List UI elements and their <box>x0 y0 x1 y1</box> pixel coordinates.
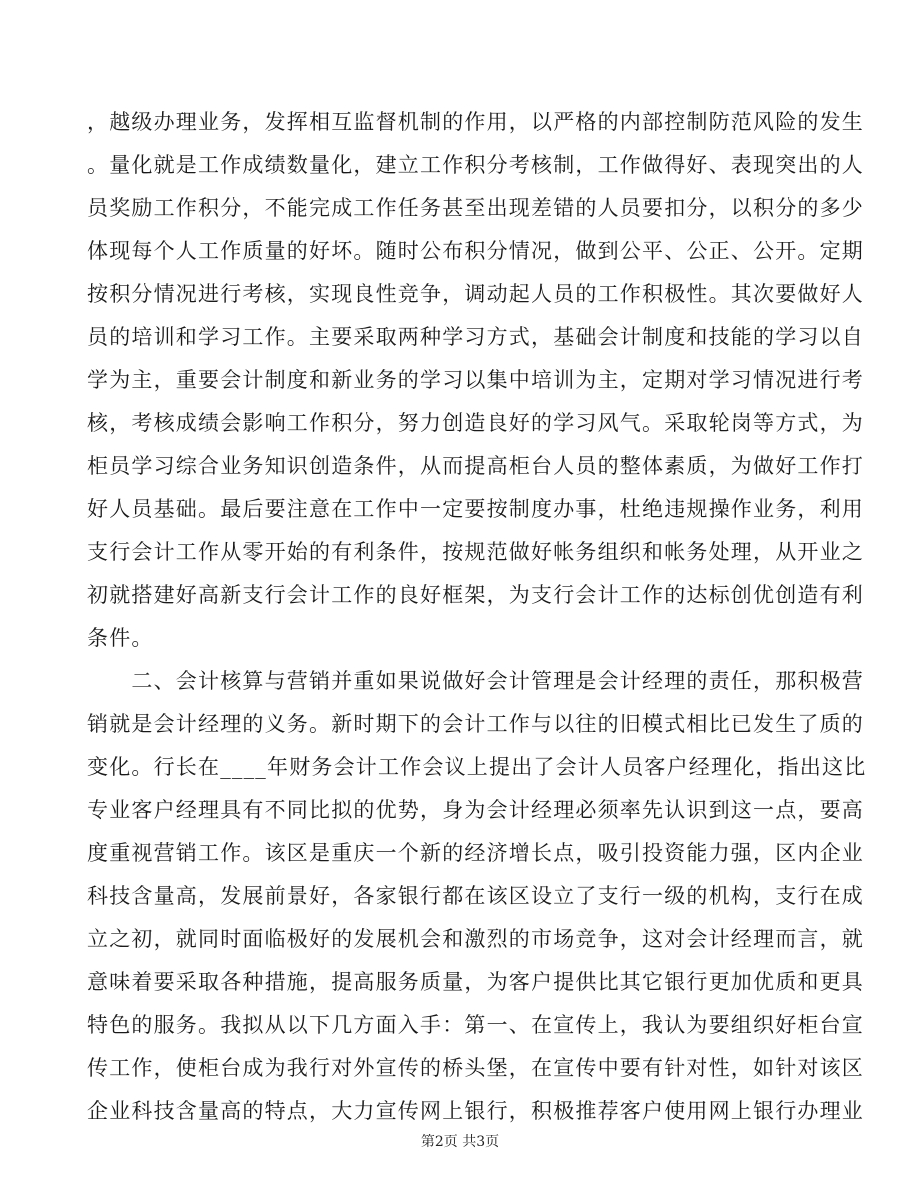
text-line: 初就搭建好高新支行会计工作的良好框架，为支行会计工作的达标创优创造有利 <box>87 583 864 607</box>
text-line: 。量化就是工作成绩数量化，建立工作积分考核制，工作做得好、表现突出的人 <box>87 153 864 177</box>
paragraph-heading-line: 二、会计核算与营销并重如果说做好会计管理是会计经理的责任，那积极营 <box>87 669 864 693</box>
text-line: 度重视营销工作。该区是重庆一个新的经济增长点，吸引投资能力强，区内企业 <box>87 841 864 865</box>
page-number-footer: 第2页 共3页 <box>420 1134 500 1150</box>
text-line: 专业客户经理具有不同比拟的优势，身为会计经理必须率先认识到这一点，要高 <box>87 798 864 822</box>
text-line: 员的培训和学习工作。主要采取两种学习方式，基础会计制度和技能的学习以自 <box>87 325 864 349</box>
text-line: 员奖励工作积分，不能完成工作任务甚至出现差错的人员要扣分，以积分的多少 <box>87 196 864 220</box>
text-line: 好人员基础。最后要注意在工作中一定要按制度办事，杜绝违规操作业务，利用 <box>87 497 864 521</box>
text-line: 变化。行长在____年财务会计工作会议上提出了会计人员客户经理化，指出这比 <box>87 755 867 779</box>
text-line: 柜员学习综合业务知识创造条件，从而提高柜台人员的整体素质，为做好工作打 <box>87 454 864 478</box>
text-line: 核，考核成绩会影响工作积分，努力创造良好的学习风气。采取轮岗等方式，为 <box>87 411 864 435</box>
text-line: ，越级办理业务，发挥相互监督机制的作用，以严格的内部控制防范风险的发生 <box>87 110 864 134</box>
text-line: 销就是会计经理的义务。新时期下的会计工作与以往的旧模式相比已发生了质的 <box>87 712 864 736</box>
text-line: 按积分情况进行考核，实现良性竞争，调动起人员的工作积极性。其次要做好人 <box>87 282 864 306</box>
text-line: 企业科技含量高的特点，大力宣传网上银行，积极推荐客户使用网上银行办理业 <box>87 1099 864 1123</box>
text-line: 条件。 <box>87 626 154 650</box>
text-line: 意味着要采取各种措施，提高服务质量，为客户提供比其它银行更加优质和更具 <box>87 970 864 994</box>
text-line: 科技含量高，发展前景好，各家银行都在该区设立了支行一级的机构，支行在成 <box>87 884 864 908</box>
text-line: 立之初，就同时面临极好的发展机会和激烈的市场竞争，这对会计经理而言，就 <box>87 927 864 951</box>
text-line: 体现每个人工作质量的好坏。随时公布积分情况，做到公平、公正、公开。定期 <box>87 239 864 263</box>
text-line: 传工作，使柜台成为我行对外宣传的桥头堡，在宣传中要有针对性，如针对该区 <box>87 1056 864 1080</box>
text-line: 学为主，重要会计制度和新业务的学习以集中培训为主，定期对学习情况进行考 <box>87 368 864 392</box>
text-line: 支行会计工作从零开始的有利条件，按规范做好帐务组织和帐务处理，从开业之 <box>87 540 864 564</box>
text-line: 特色的服务。我拟从以下几方面入手：第一、在宣传上，我认为要组织好柜台宣 <box>87 1013 864 1037</box>
